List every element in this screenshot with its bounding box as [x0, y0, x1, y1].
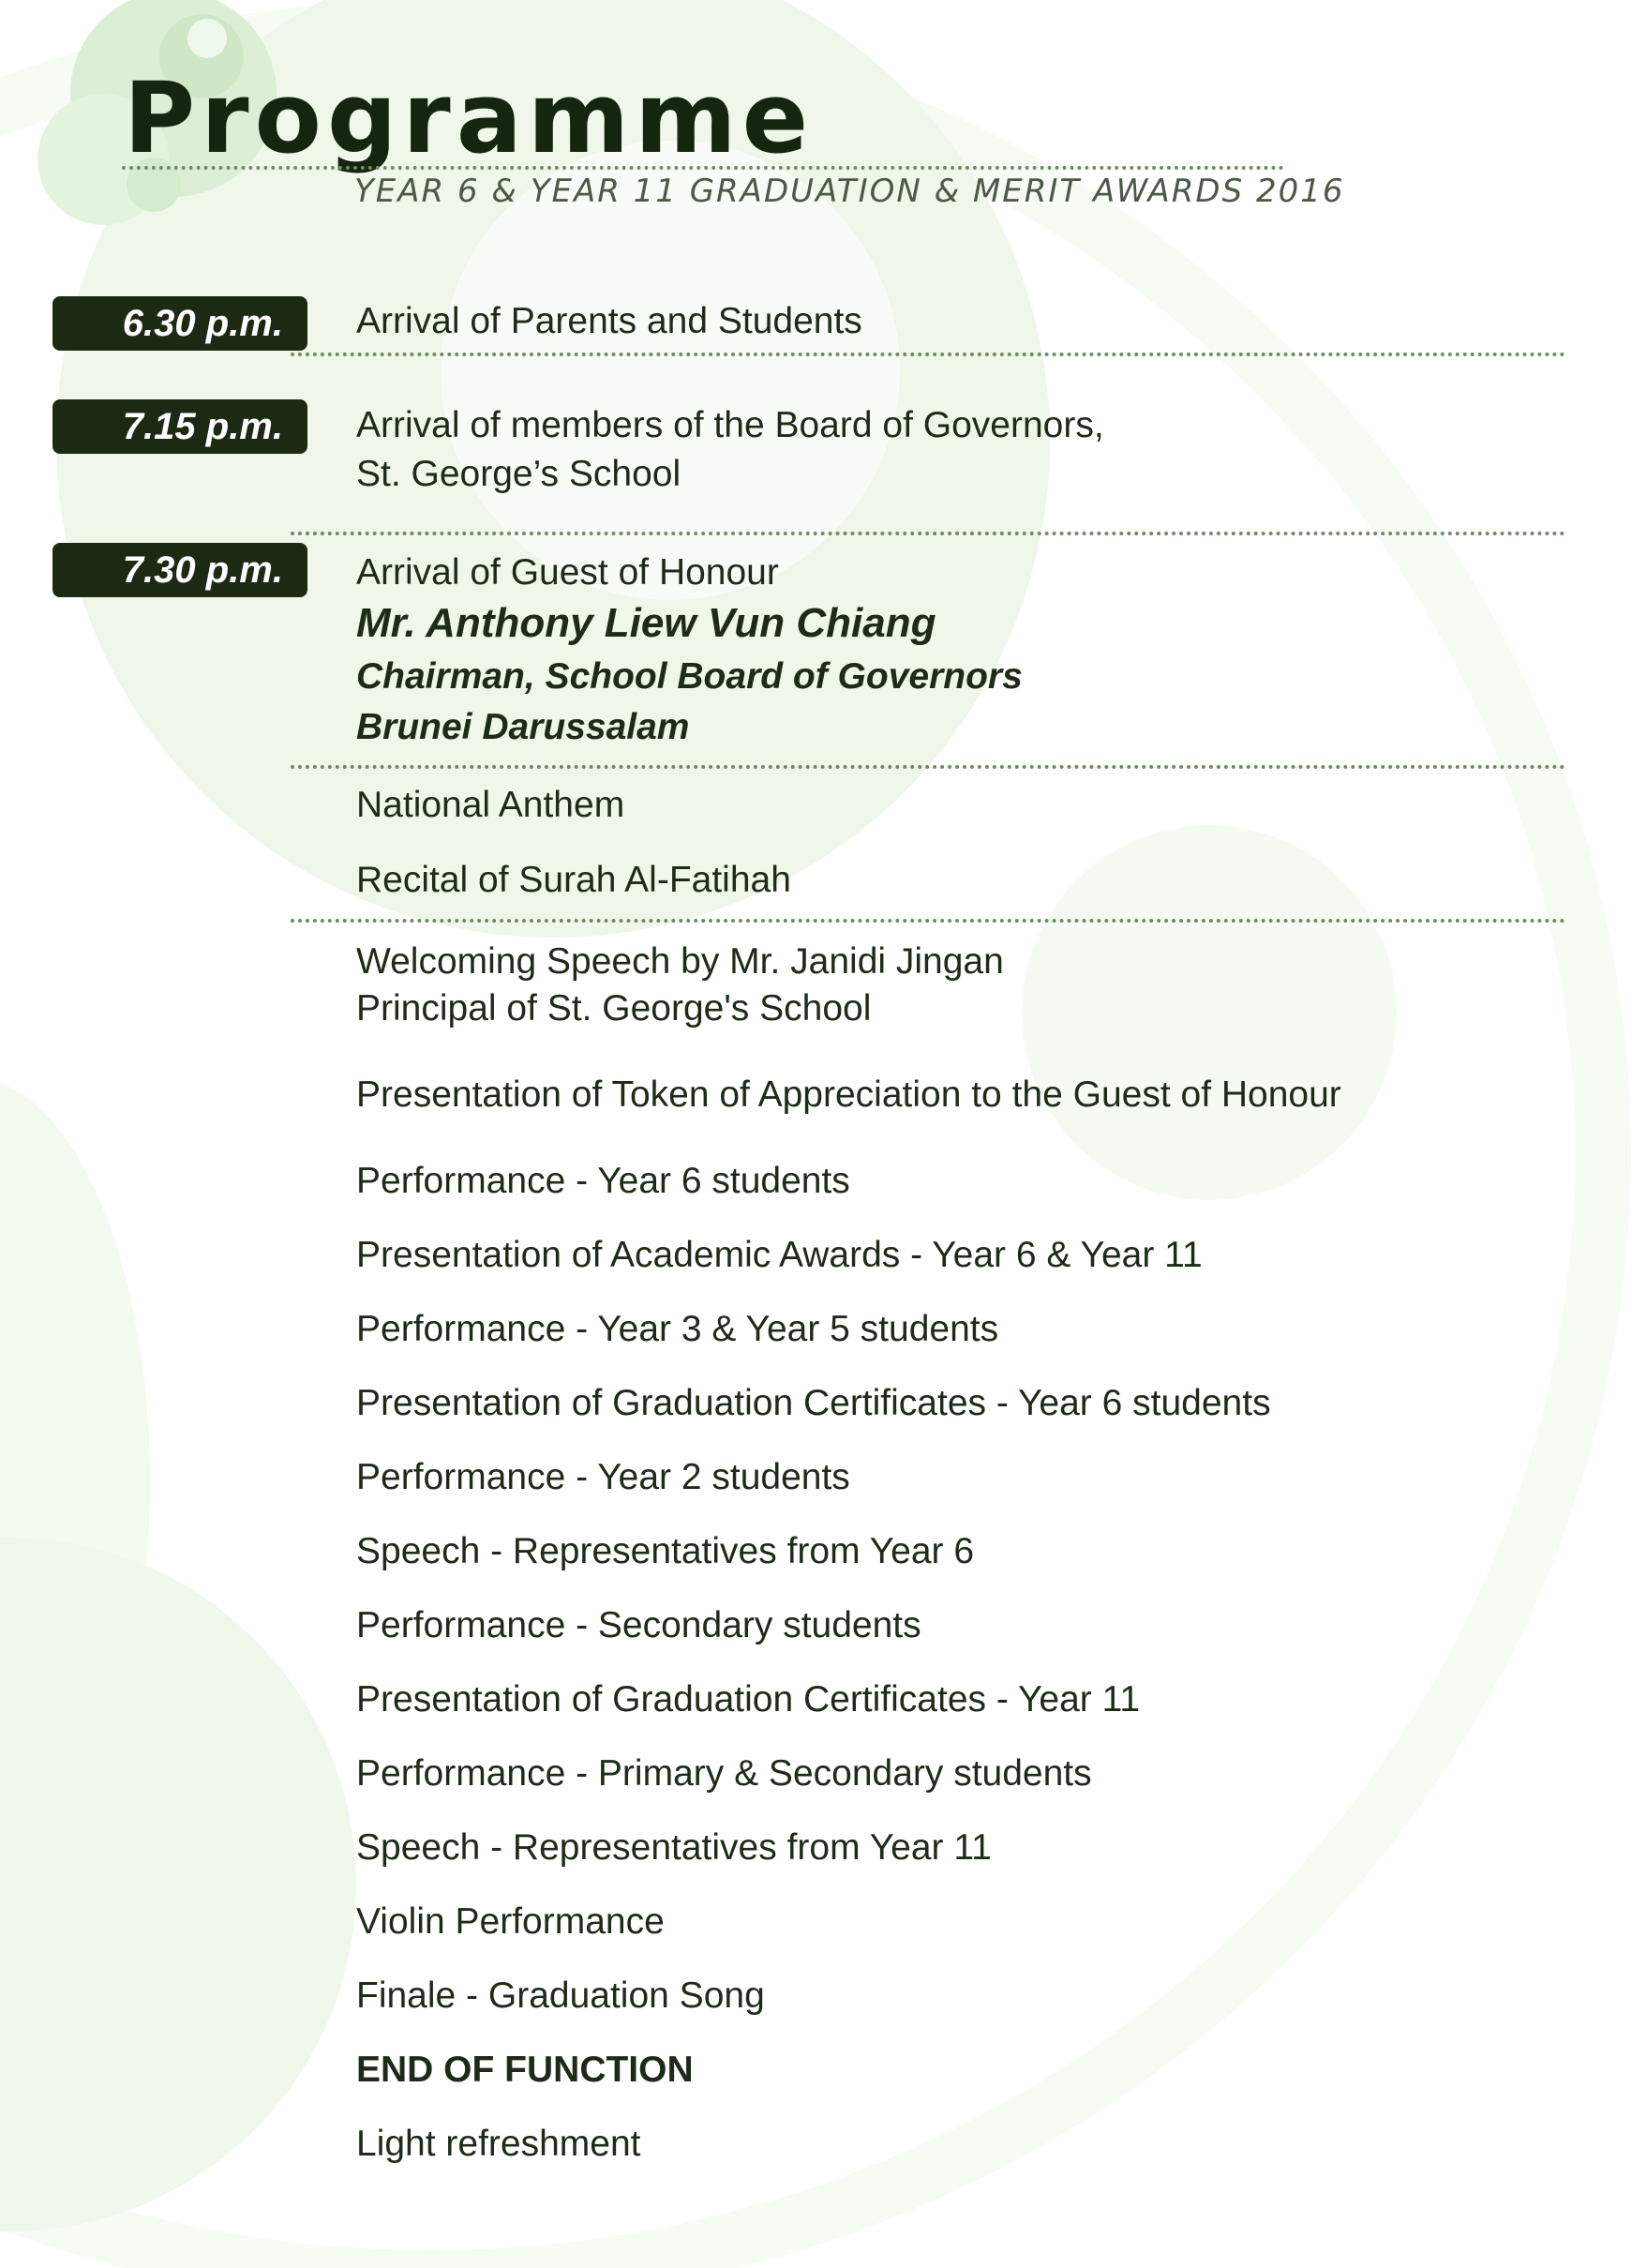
section-divider [291, 353, 1565, 356]
section-divider [291, 532, 1565, 535]
list-item: Presentation of Academic Awards - Year 6 & Year 11 [356, 1235, 1203, 1275]
list-item: Violin Performance [356, 1901, 665, 1942]
end-of-function: END OF FUNCTION [356, 2050, 694, 2090]
time-badge-630: 6.30 p.m. [52, 296, 307, 351]
page-subtitle: YEAR 6 & YEAR 11 GRADUATION & MERIT AWARDS 2016 [354, 173, 1345, 210]
schedule-item-recital: Recital of Surah Al-Fatihah [356, 860, 791, 900]
title-divider [122, 166, 1284, 170]
list-item: Presentation of Graduation Certificates - Year 11 [356, 1679, 1141, 1720]
section-divider [291, 765, 1565, 769]
background-circle-right [1022, 825, 1397, 1200]
list-item: Speech - Representatives from Year 11 [356, 1827, 992, 1868]
list-item: Performance - Year 6 students [356, 1161, 850, 1201]
time-badge-715: 7.15 p.m. [52, 399, 307, 454]
bubble-decoration [187, 19, 227, 58]
schedule-item-arrival-guest: Arrival of Guest of Honour [356, 552, 779, 593]
page-title: Programme [124, 61, 815, 175]
schedule-item-welcome-principal: Principal of St. George's School [356, 988, 872, 1029]
light-refreshment: Light refreshment [356, 2124, 641, 2164]
section-divider [291, 919, 1565, 923]
guest-of-honour-location: Brunei Darussalam [356, 707, 690, 747]
list-item: Presentation of Graduation Certificates - Year 6 students [356, 1383, 1271, 1423]
schedule-item-anthem: National Anthem [356, 785, 625, 825]
guest-of-honour-name: Mr. Anthony Liew Vun Chiang [356, 600, 936, 646]
list-item: Performance - Year 2 students [356, 1457, 850, 1497]
schedule-item-welcome-speech: Welcoming Speech by Mr. Janidi Jingan [356, 941, 1004, 982]
schedule-item-arrival-board-school: St. George’s School [356, 454, 681, 494]
list-item: Performance - Secondary students [356, 1605, 921, 1645]
guest-of-honour-title: Chairman, School Board of Governors [356, 656, 1023, 697]
schedule-item-arrival-board: Arrival of members of the Board of Governors, [356, 405, 1104, 445]
schedule-item-arrival-parents: Arrival of Parents and Students [356, 301, 862, 341]
time-badge-730: 7.30 p.m. [52, 543, 307, 597]
schedule-item-token: Presentation of Token of Appreciation to the Guest of Honour [356, 1074, 1341, 1115]
list-item: Finale - Graduation Song [356, 1975, 765, 2016]
list-item: Performance - Year 3 & Year 5 students [356, 1309, 999, 1349]
list-item: Speech - Representatives from Year 6 [356, 1531, 975, 1571]
list-item: Performance - Primary & Secondary students [356, 1753, 1092, 1794]
